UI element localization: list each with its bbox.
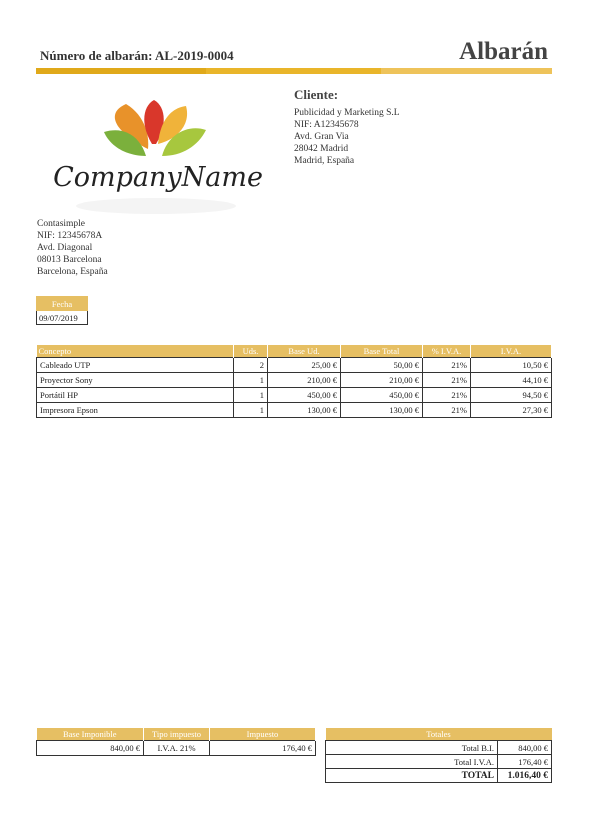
client-block [294, 107, 400, 167]
date-value: 09/07/2019 [37, 311, 88, 325]
col-impuesto: Impuesto [210, 728, 316, 741]
date-label: Fecha [37, 297, 88, 311]
col-pct-iva: % I.V.A. [423, 345, 471, 358]
issuer-nif: NIF: 12345678A [37, 231, 103, 241]
table-row: Total B.I. 840,00 € [326, 741, 552, 755]
col-base-total: Base Total [341, 345, 423, 358]
issuer-name: Contasimple [37, 219, 86, 229]
issuer-block [37, 218, 108, 278]
table-row: Impresora Epson 1 130,00 € 130,00 € 21% 27,30 € [37, 403, 552, 418]
tax-summary-table [36, 728, 316, 756]
table-row: Cableado UTP 2 25,00 € 50,00 € 21% 10,50 € [37, 358, 552, 373]
issuer-city: 08013 Barcelona [37, 255, 102, 265]
logo-text: CompanyName [53, 162, 263, 193]
date-table [36, 296, 88, 325]
col-base-ud: Base Ud. [268, 345, 341, 358]
col-uds: Uds. [234, 345, 268, 358]
client-nif: NIF: A12345678 [294, 120, 359, 130]
client-address: Avd. Gran Via [294, 132, 349, 142]
col-concepto: Concepto [37, 345, 234, 358]
totals-table [325, 728, 552, 783]
client-heading: Cliente: [294, 87, 339, 102]
col-iva: I.V.A. [471, 345, 552, 358]
document-title: Albarán [459, 38, 548, 65]
col-base-imponible: Base Imponible [37, 728, 144, 741]
issuer-address: Avd. Diagonal [37, 243, 93, 253]
issuer-region: Barcelona, España [37, 267, 108, 277]
col-tipo-impuesto: Tipo impuesto [144, 728, 210, 741]
table-row: 840,00 € I.V.A. 21% 176,40 € [37, 741, 316, 756]
client-region: Madrid, España [294, 156, 355, 166]
items-table [36, 345, 552, 418]
client-city: 28042 Madrid [294, 144, 349, 154]
delivery-note-number: Número de albarán: AL-2019-0004 [40, 48, 234, 63]
table-row: Proyector Sony 1 210,00 € 210,00 € 21% 44,10 € [37, 373, 552, 388]
client-name: Publicidad y Marketing S.L [294, 108, 400, 118]
grand-total-row: TOTAL 1.016,40 € [326, 769, 552, 783]
header-divider-bar [36, 68, 552, 74]
table-row: Total I.V.A. 176,40 € [326, 755, 552, 769]
company-logo [48, 94, 268, 216]
totals-heading: Totales [326, 728, 552, 741]
table-row: Portátil HP 1 450,00 € 450,00 € 21% 94,50 € [37, 388, 552, 403]
